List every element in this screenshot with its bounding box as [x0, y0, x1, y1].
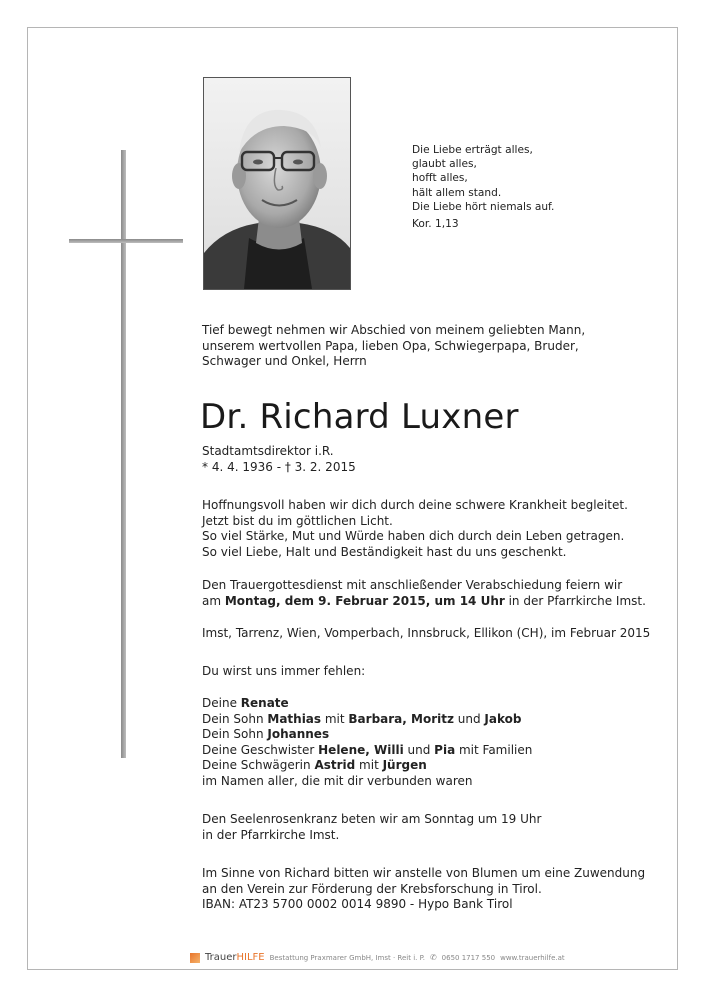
- brand-part: Trauer: [205, 952, 237, 963]
- poem-line: Jetzt bist du im göttlichen Licht.: [202, 513, 393, 528]
- rosary-line: Den Seelenrosenkranz beten wir am Sonntag um 19 Uhr: [202, 812, 542, 826]
- verse-line: hofft alles,: [412, 172, 468, 185]
- donation-request: [202, 866, 645, 913]
- verse-reference: Kor. 1,13: [412, 218, 459, 231]
- family-name: Astrid: [314, 758, 356, 772]
- donation-line: an den Verein zur Förderung der Krebsforschung in Tirol.: [202, 881, 542, 896]
- rosary-line: in der Pfarrkirche Imst.: [202, 827, 340, 842]
- family-son-1: [202, 712, 532, 728]
- family-all: im Namen aller, die mit dir verbunden waren: [202, 773, 473, 788]
- family-connector: mit: [321, 711, 349, 726]
- rosary-announcement: [202, 812, 541, 843]
- family-name: Barbara, Moritz: [348, 711, 454, 726]
- family-list: [202, 696, 532, 789]
- portrait-illustration: [204, 78, 350, 289]
- service-datetime: Montag, dem 9. Februar 2015, um 14 Uhr: [224, 593, 505, 608]
- intro-line: Tief bewegt nehmen wir Abschied von meinem geliebten Mann,: [202, 323, 586, 337]
- family-name: Renate: [240, 696, 289, 710]
- family-name: Johannes: [267, 727, 330, 741]
- bible-verse: [412, 143, 554, 231]
- footer: [190, 952, 565, 963]
- life-dates: * 4. 4. 1936 - † 3. 2. 2015: [202, 459, 356, 474]
- service-line-date: [202, 594, 646, 610]
- family-connector: mit: [355, 758, 383, 772]
- family-wife: [202, 696, 532, 712]
- brand-part: HILFE: [236, 952, 265, 963]
- footer-phone: 0650 1717 550: [441, 953, 496, 962]
- deceased-name: Dr. Richard Luxner: [200, 397, 519, 437]
- family-name: Helene, Willi: [318, 742, 404, 757]
- donation-line: Im Sinne von Richard bitten wir anstelle von Blumen um eine Zuwendung: [202, 866, 646, 880]
- footer-company: Bestattung Praxmarer GmbH, Imst · Reit i. P.: [269, 953, 425, 962]
- family-name: Jürgen: [382, 758, 427, 772]
- family-siblings: [202, 743, 532, 759]
- donation-iban: IBAN: AT23 5700 0002 0014 9890 - Hypo Bank Tirol: [202, 897, 513, 911]
- service-line: Den Trauergottesdienst mit anschließender Verabschiedung feiern wir: [202, 578, 623, 592]
- poem-line: So viel Stärke, Mut und Würde haben dich durch dein Leben getragen.: [202, 529, 625, 543]
- cross-horizontal-bar: [69, 239, 183, 243]
- service-announcement: [202, 578, 646, 609]
- missing-line: [202, 664, 365, 680]
- poem-line: So viel Liebe, Halt und Beständigkeit hast du uns geschenkt.: [202, 544, 567, 559]
- verse-line: Die Liebe hört niemals auf.: [412, 200, 555, 213]
- family-connector: und: [403, 742, 435, 757]
- poem-text: [202, 498, 628, 560]
- verse-line: Die Liebe erträgt alles,: [412, 144, 533, 156]
- verse-line: hält allem stand.: [412, 186, 502, 199]
- family-name: Pia: [434, 742, 456, 757]
- trauerhilfe-logo-icon: [190, 953, 200, 963]
- family-prefix: Dein Sohn: [202, 727, 268, 741]
- family-suffix: mit Familien: [455, 742, 533, 757]
- service-prefix: am: [202, 593, 225, 608]
- family-prefix: Dein Sohn: [202, 711, 268, 726]
- deceased-details: [202, 444, 356, 475]
- place-date-line: Imst, Tarrenz, Wien, Vomperbach, Innsbruck, Ellikon (CH), im Februar 2015: [202, 626, 651, 640]
- footer-website[interactable]: www.trauerhilfe.at: [500, 953, 565, 962]
- family-name: Mathias: [267, 711, 322, 726]
- family-name: Jakob: [484, 711, 522, 726]
- family-prefix: Deine Geschwister: [202, 742, 319, 757]
- intro-line: Schwager und Onkel, Herrn: [202, 354, 367, 368]
- family-in-law: [202, 758, 532, 774]
- footer-brand: [205, 952, 265, 963]
- family-prefix: Deine: [202, 696, 241, 710]
- phone-icon: ✆: [429, 953, 437, 962]
- verse-line: glaubt alles,: [412, 158, 477, 171]
- portrait-photo: [203, 77, 351, 290]
- family-connector: und: [453, 711, 485, 726]
- family-son-2: [202, 727, 532, 743]
- poem-line: Hoffnungsvoll haben wir dich durch deine schwere Krankheit begleitet.: [202, 498, 628, 512]
- service-location: in der Pfarrkirche Imst.: [504, 593, 646, 608]
- family-prefix: Deine Schwägerin: [202, 758, 315, 772]
- place-and-date: [202, 626, 650, 642]
- deceased-title: Stadtamtsdirektor i.R.: [202, 444, 334, 458]
- intro-line: unserem wertvollen Papa, lieben Opa, Schwiegerpapa, Bruder,: [202, 338, 579, 353]
- intro-text: [202, 323, 585, 370]
- missing-text: Du wirst uns immer fehlen:: [202, 664, 366, 678]
